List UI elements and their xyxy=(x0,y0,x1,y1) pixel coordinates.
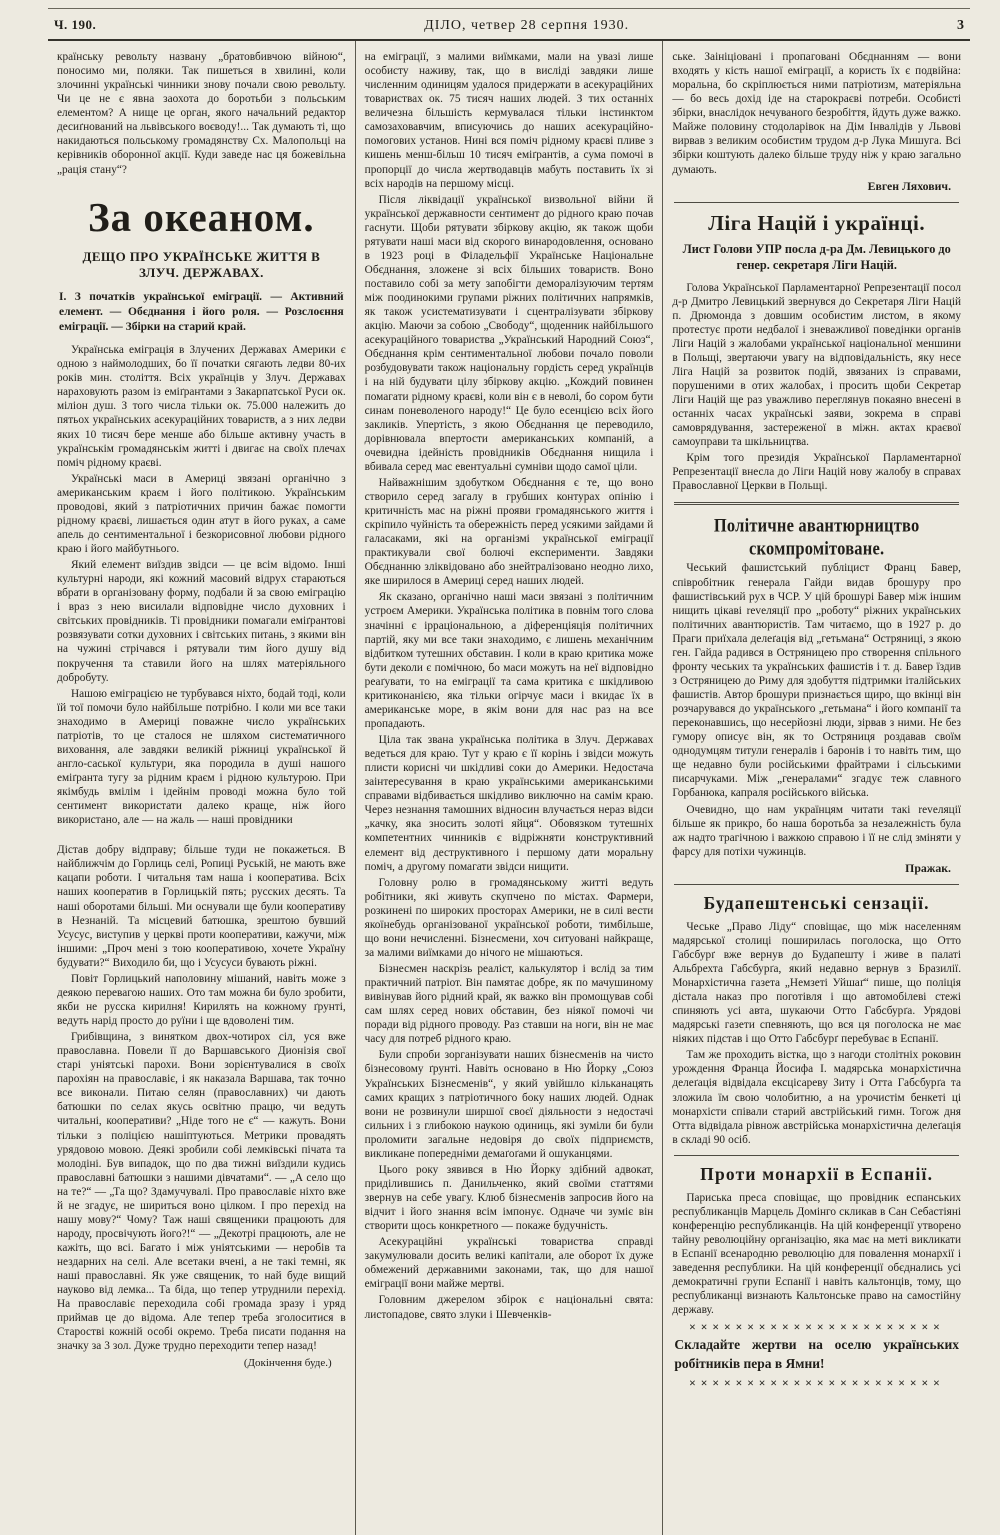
article-gap xyxy=(57,829,346,843)
paragraph: на еміграції, з малими виїмками, мали на увазі лише особисту наживу, так, що в висліді завдяки лише численним одиницям удалося придержати в асекураційних товариствах ок. 75 тисяч наших людей. З тих останніх величезна більшість кермувалася тільки інстинктом самозаховавчим, вписуючись до наших асекураційно-помогових установ. Нині вся поміч рідному краєві пливе з кишень менш-більш 10 тисяч еміґрантів, а сума помочі в пропорції до числа жертводавців мабуть поставить їх зі всіх народів на першому місці. xyxy=(364,51,654,190)
paragraph: Українські маси в Америці звязані органічно з американським краєм і його політикою. Українським проводові, який з патріотичних причин бажає помогти рідному краєві, лишається один атут в його руках, а саме апель до сентиментальної і безкорисовної любови рідного краю і його майбутнього. xyxy=(57,472,346,556)
paragraph: Париська преса сповіщає, що провідник еспанських республиканців Марцель Домінго скликав в Сан Себастіяні конференцію республиканців. На цій конференції утворено тайну революційну організацію, яка має на меті викликати в Еспанії всенародню революцію для повалення монархії і заведення республики. На цій конференції обєднались усі демократичні групи Еспанії і навіть кальтонців, тому, що республиканці визнають Кальтонське право на самостійну державу. xyxy=(672,1191,962,1317)
cross-ornament-row: ✕✕✕✕✕✕✕✕✕✕✕✕✕✕✕✕✕✕✕✕✕✕ xyxy=(688,1377,945,1388)
headline-espania: Проти монархії в Еспанії. xyxy=(700,1163,934,1184)
column-2 xyxy=(355,41,663,1535)
avantura-signature: Пражак. xyxy=(905,860,952,875)
paragraph: Як сказано, органічно наші маси звязані з політичним устроєм Америки. Українська політика в повнім того слова значінні є ірраціональною, а діференціяція політичних партій, яку ми все таки знаходимо, є лишень механічним відбитком тутешних обставин. І коли в краю критика може бути деколи є помічною, бо маси можуть на неї відповідно реаґувати, то на еміграції та сама критика є шкідливою критиконанією, яка тільки огірчує маси і вкидає їх в американське море, в якім вони для нас раз на все пропадають. xyxy=(364,591,654,730)
kicker-feature: ДЕЩО ПРО УКРАЇНСЬКЕ ЖИТТЯ В ЗЛУЧ. ДЕРЖАВАХ. xyxy=(82,248,321,281)
paragraph: Асекураційні українські товариства справді закумулювали досить великі капітали, але оборот їх дуже обмежений державними законами, так, що для нашої еміграції вони майже мертві. xyxy=(364,1236,654,1291)
section-divider xyxy=(674,1155,959,1156)
paragraph: Головним джерелом збірок є національні свята: листопадове, свято злуки і Шевченків- xyxy=(364,1294,654,1321)
headline-za-okeanom: За океаном. xyxy=(87,193,315,240)
to-be-continued: (Докінчення буде.) xyxy=(243,1356,332,1369)
paragraph: Голова Української Парламентарної Репрезентації посол д-р Дмитро Левицький звернувся до Секретаря Ліги Націй п. Дрюмонда з довшим особистим листом, в якому протестує проти недбалої і зневажливої поведінки органів Ліги Націй з жалобами української національної меншини в Польщі, звертаючи увагу на відповідальність, яку несе Ліга Націй за розвиток подій, звязаних із справами, порушеними в отих жалобах, і просить щоби Секретар Ліги Націй ще раз уважливо переглянув покаяно внесені в останніх часах українські заяви, зокрема в справі самоврядування, застереженої в міжн. актах краєвої самоуправи та шкільництва. xyxy=(672,281,962,449)
village-report-body xyxy=(57,843,346,1353)
paragraph: Який елемент виїздив звідси — це всім відомо. Інші культурні народи, які кожний масовий відрух стараються вбрати в організовану форму, подбали й за свою еміграцію і враз з нею висилали відповідне число духовних і світських провідників. Ті провідники помагали еміґрантові розвязувати сотки духовних і світських питань, з якими він на чужині стрічався і рятували тим його душу від покручення та ставили його на шлях матеріяльного добробуту. xyxy=(57,559,346,684)
page-header xyxy=(48,8,970,41)
paragraph: Цього року зявився в Ню Йорку здібний адвокат, приділившись п. Данильченко, який своїми статтями звернув на себе увагу. Клюб бізнесменів запросив його на відчит і його знання всім імпонує. Одначе чи зуміє він створити щось конкретного — покаже будучність. xyxy=(364,1163,654,1233)
paragraph: Чеське „Право Ліду“ сповіщає, що між населенням мадярської столиці поширилась поголоска, що Отто Габсбурґ вже вернув до Будапешту і живе в палаті Альбрехта Габсбурґа, який недавно вернув з Бразилії. Монархістична газета „Немзеті Уйшаґ“ пише, що поліція дістала наказ про поготівля і що автомобілеві стежі спиняють усі авта, шукаючи Отто Габсбурґа. Урядові мадярські газети спевняють, що вся ця поголоска не має ніяких підстав і що Отто Габсбурґ перебуває в Еспанії. xyxy=(672,920,962,1046)
feature-lede: І. З початків української еміграції. — Активний елемент. — Обєднання і його роля. — Розслоєння еміграції. — Збірки на старий край. xyxy=(59,291,344,334)
paragraph: Чеський фашистський публіцист Франц Бавер, співробітник генерала Гайди видав брошуру про фашистівський рух в ЧСР. У цій брошурі Бавер між іншим нищить цікаві revеляції про „роботу“ ріжних українських політичних авантюристів. Там читаємо, що в 1927 р. до Праги приїхала делеґація від „гетьмана“ Остряниці, з якою ген. Гайда радився в Остряницею про створення спільного фронту чеських та українських фашистів і т. д. Бавер їздив з Остряницею до Риму для здобуття підтримки італійських фашистів. Автор брошури признається щиро, що вкінці він розчарувався до українського „гетьмана“ і його компанії та переконавшись, що несерйозні люди, зірвав з ними. Не без гумору описує він, як то Остряниця роздавав своїм однодумцям титули генералів і баронів і то навіть тим, що ще недавно були російськими фрайтрами і сільськими писарчуками. Між „генералами“ згадує теж славного Горбанюка, капраля російського війська. xyxy=(672,562,962,800)
cross-ornament-row: ✕✕✕✕✕✕✕✕✕✕✕✕✕✕✕✕✕✕✕✕✕✕ xyxy=(688,1322,945,1333)
section-divider xyxy=(674,502,959,505)
paragraph: Крім того президія Української Парламентарної Репрезентації внесла до Ліги Націй нову жалобу в справах Православної Церкви в Польщі. xyxy=(672,452,962,493)
paragraph: Грибівщина, з винятком двох-чотирох сіл, уся вже православна. Повели її до Варшавського Дионізія свої старі уніятські парохи. Вони зорієнтувалися в своїх парохіян на православіє, і як наказала Варшава, так точно все виконали. Питаю селян (православних) чи дають батюшки по селах якусь освітню працю, чи ведуть читальні, кооперативи? „Ніде того не є“ — кажуть. Вони тільки з поліцією нашіптуються. Метрики провадять урядовою мовою. Деякі зробили собі лемківські пічата та молодіні. Був випадок, що по два тижні виїздили кудись православні батюшки з нашими дівчатами“. — „А село що на те?“ — „Та що? Здамучувалі. Про православіє ніхто вже й не згадує, не шириться воно цілком. І про перехід на нашу мову?“ Чому? Таж наші священики працюють для народу, просвічують його?!“ — „Декотрі працюють, але не кажіть, що всі. Багато і між уніятськими — неробів та нездарних на селі. Але всетаки вчені, а не такі темні, як наші православні. Як уже священик, то най буде вищий науково від лемка... Та біда, що тепер утруднили перехід. На православіє переходила собі громада зразу і уряд приймав це до відома. Але тепер треба зголоситися в Старостві кожній особі окремо. Треба писати подання на значку за 3 зол. Дуже трудно переходити тепер назад! xyxy=(57,1031,346,1353)
headline-budapest: Будапештенські сензації. xyxy=(703,892,930,913)
subhead-liga: Лист Голови УПР посла д-ра Дм. Левицького до генер. секретаря Ліги Націй. xyxy=(682,241,951,272)
paragraph: Були спроби зорганізувати наших бізнесменів на чисто бізнесовому ґрунті. Навіть основано в Ню Йорку „Союз Українських Бізнесменів“, у який увійшло кільканацять самих кращих з патріотичного боку наших людей. Однак вони не розвинули ширшої своєї діяльности з недостачі сильних і з глибокою наукою одиниць, які зуміли би були проломити загальне недовіря до своїх підприємств, викликане попередніми демаґоґами й ошуканцями. xyxy=(364,1049,654,1160)
feature-body-end xyxy=(672,50,961,177)
feature-body-continued xyxy=(365,50,654,1322)
headline-liga-natsiy: Ліга Націй і українці. xyxy=(708,210,926,235)
section-divider xyxy=(674,884,959,885)
feature-body xyxy=(57,343,346,827)
paragraph: Повіт Горлицький наполовину мішаний, навіть може з деякою перевагою наших. Ото там можна би було зробити, якби не русска кирилня! Кирилять на кожному ґрунті, ведуть нарід просто до руїни і ще вдоволені тим. xyxy=(57,972,346,1028)
paragraph: Очевидно, що нам українцям читати такі revеляції більше як прикро, бо наша боротьба за незалежність була аж надто трагічною і важкою справою і її не слід зміняти у фарсу для потіхи чужинців. xyxy=(672,803,962,858)
paragraph: Українська еміграція в Злучених Державах Америки є одною з наймолодших, бо її початки сягають ледви 80-их років мин. століття. Всіх українців у Злуч. Державах нараховують разом із еміґрантами з Закарпатської Руси ок. міліон душ. З того числа тільки ок. 75.000 належить до пятьох українських асекураційних товариств, а з них ледви яких 10 тисяч бере менше або більше активну участь в українськім громадянськім житті і двигає на своїх плечах поміч рідному краєві. xyxy=(57,344,346,469)
page-number: 3 xyxy=(956,18,964,33)
espania-body xyxy=(672,1191,961,1318)
paragraph: країнську револьту названу „братовбивчою війною“, поносимо ми, поляки. Так пишеться в хвилині, коли злочинні українські чинники знову почали свою револьту. Чи це не є явна заохота до боротьби з польським елементом? А нище це орган, якого начальний редактор десиґнований на львівського воєводу!... Так думають ті, що накидаються польському громадянству Сх. Малопольці на керівників оборонної акції. Куди заведе нас ця божевільна „рація стану“? xyxy=(57,51,346,176)
masthead-title: ДІЛО, четвер 28 серпня 1930. xyxy=(424,18,630,33)
section-divider xyxy=(674,202,959,203)
columns-container xyxy=(48,41,970,1535)
issue-number: Ч. 190. xyxy=(54,17,97,32)
paragraph: Найважнішим здобутком Обєднання є те, що воно створило серед загалу в грубших контурах опінію і критичність мас на ріжні прояви громадянського життя і скріпило чуйність та обережність перед усякими зайдами й галасаками, які на організмі української еміграції практикували свої болючі експерименти. Завдяки Обєднанню зліквідовано або знейтралізовано неодно лихо, яке ширилося в Америці серед наших людей. xyxy=(364,476,654,588)
paragraph: Там же проходить вістка, що з нагоди столітніх роковин урождення Франца Йосифа І. мадярська монархістична делеґація відвідала ексцісареву Зиту і Отта Габсбурґа та зложила їм свою чолобитню, а на урочистім бенкеті ці монархісти співали старий австрійський гимн. Тогож дня Отта відвідала рівнож австрійська монархістична делеґація в складі 90 осіб. xyxy=(672,1049,962,1146)
paragraph: Бізнесмен наскрізь реаліст, калькулятор і вслід за тим практичний патріот. Він памятає добре, як по мачушиному вивінував його рідний край, як важко він промощував собі сам шлях серед нових обставин, без ніякої помочі чи поради від рідного проводу. Раз ставши на ноги, він не має часу для потреб рідного краю. xyxy=(364,963,654,1046)
column-3 xyxy=(662,41,970,1535)
liga-body xyxy=(672,281,961,494)
article-continuation xyxy=(57,50,346,177)
appeal-text: Складайте жертви на оселю українських робітників пера в Ямни! xyxy=(674,1337,960,1371)
column-1 xyxy=(48,41,355,1535)
avantura-body xyxy=(672,561,961,858)
paragraph: Ціла так звана українська політика в Злуч. Державах ведеться для краю. Тут у краю є її корінь і звідси можуть плисти корисні чи шкідливі соки до Америки. Недостача заінтересування в краю українськими американськими справами відбивається шкідливо виключно на самім краю. Через незнання тамошних відносин влучається нераз відси „качку, яка зносить золоті яйця“. Обовязком тутешніх компетентних чинників є відріжняти конструктивний елемент від деструктивного і першому дати моральну поміч, а другому помагати звідси нищити. xyxy=(364,734,654,873)
feature-signature: Евген Ляхович. xyxy=(867,178,952,193)
paragraph: Головну ролю в громадянському житті ведуть робітники, які живуть скупчено по містах. Фармери, розкинені по широких просторах Америки, не в силі вести якоїнебудь організованої української роботи, тимбільше, що вони нечисленні. Бізнесмени, хоч ситуовані найкраще, за малими виїмками до нічого не мішаються. xyxy=(364,876,654,959)
paragraph: ське. Заініціовані і пропаговані Обєднанням — вони входять у кість нашої еміграції, а користь їх є подвійна: моральна, бо скріплюється ними патріотизм, матеріяльна — бо весь дохід іде на старокраєві потреби. Особисті збірки, внаслідок нечуваного безробіття, йдуть дуже важко. Майже половину стодоларівок на Дім Інвалідів у Львові вирвав з великим особистим трудом д-р Лука Мишуга. Всі збірки коштують далеко більше труду ніж у краю загально думають. xyxy=(672,51,962,176)
paragraph: Після ліквідації української визвольної війни й української державности сентимент до рідного краю почав гаснути. Щоби рятувати збіркову акцію, як також щоби рятувати наші маси від скорого винародовлення, основано в 1923 році в Філадельфії Українське Національне Обєднання, зложене зі всіх більших товариств. Воно поставило собі за мету запобігти деморалізуючим тертям між поодинокими групами ріжних політичних напрямків, як також усистематизувати і сцентралізувати збіркову акцію. Маючи за собою „Свободу“, щоденник найбільшого асекураційного товариства „Український Народний Союз“, Обєднання крім сентиментальної любови почало поволи розбудовувати також національну гордість серед українців і на ній будувати цілу збіркову акцію. „Кождий повинен помагати рідному краєві, коли він є в неволі, бо сором бути синам поневоленого народу!“ Це було есенцією всіх його закликів. Упертість, з якою Обєднання це переводило, дорівнювала впертости американських компаній, а очевидна ідейність провідників Обєднання нищила і вбивала серед мас евентуальні сумніви щодо самої ціли. xyxy=(364,193,654,473)
budapest-body xyxy=(672,920,961,1147)
paragraph: Нашою еміграцією не турбувався ніхто, бодай тоді, коли їй тої помочи було найбільше потрібно. І коли ми все таки знаходимо в Америці поважне число українських патріотів, то це сталося не шляхом систематичного виховання, але завдяки великій ріжниці української й англо-саської культури, яка породила в душі нашого еміґранта тугу за рідним краєм і рідною культурою. При якімбудь вмілім і ідейнім проводі можна було той сентимент використати далеко краще, ніж його використано, але — на жаль — наші провідники xyxy=(57,687,346,827)
paragraph: Дістав добру відправу; більше туди не покажеться. В найближчім до Горлиць селі, Ропиці Руській, не мають вже кацапи роботи. І читальня там наша і кооператива. Всіх наших кооператив в Горлицькій пять; русских десять. Та наші оборотами більші. Ми оснували ще були кооперативу в Незнаній. Та місцевий батюшка, зрештою бувший Усусус, виступив у церкві проти кооперативи, кажучи, між іншими: „Проч мені з тою кооперативою, хочете Україну будувати?“ Виходило би, що і Усусуси бувають ріжні. xyxy=(57,844,346,969)
headline-avantura: Політичне авантюрництво скомпромітоване. xyxy=(713,514,920,560)
